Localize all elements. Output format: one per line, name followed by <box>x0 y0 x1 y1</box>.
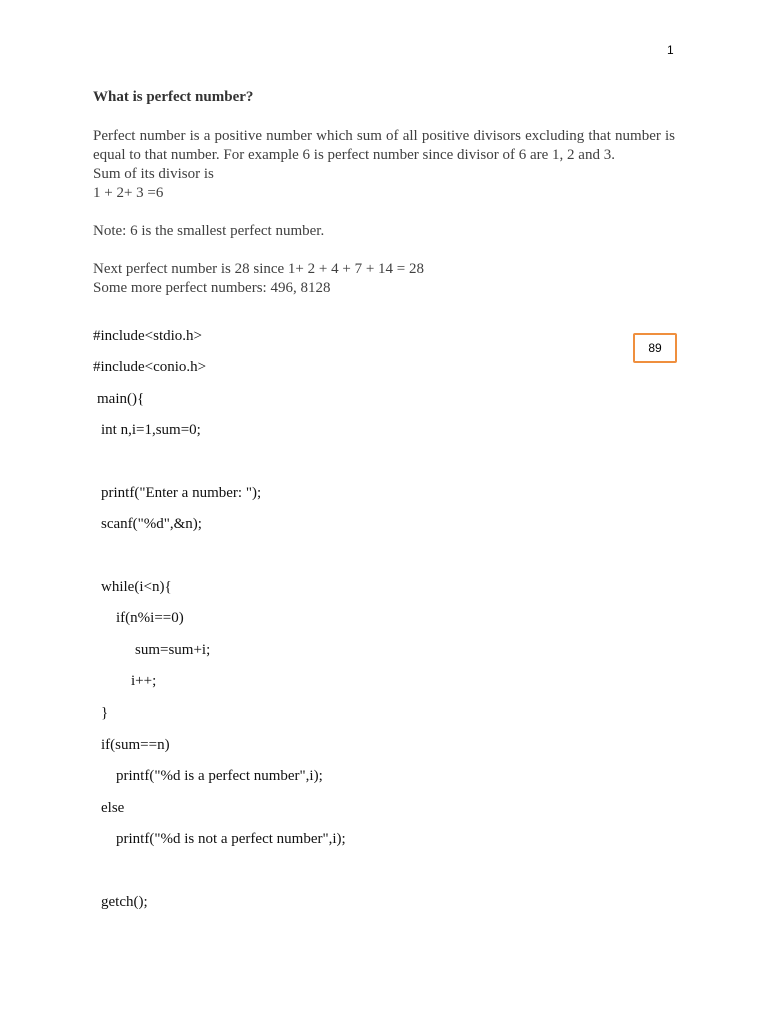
code-line-getch: getch(); <box>101 894 148 910</box>
score-badge: 89 <box>633 333 677 363</box>
page-number: 1 <box>667 43 674 57</box>
code-line-while: while(i<n){ <box>101 579 172 595</box>
page-heading: What is perfect number? <box>93 89 254 105</box>
code-line-if-divisor: if(n%i==0) <box>116 610 184 626</box>
code-line-scanf: scanf("%d",&n); <box>101 516 202 532</box>
code-line-sum: sum=sum+i; <box>135 642 211 658</box>
code-line-printf-perfect: printf("%d is a perfect number",i); <box>116 768 323 784</box>
code-line-increment: i++; <box>131 673 157 689</box>
sum-intro-text: Sum of its divisor is <box>93 166 214 182</box>
definition-paragraph: Perfect number is a positive number which sum of all positive divisors excluding that number is equal to that number. For example 6 is perfect number since divisor of 6 are 1, 2 and 3. <box>93 128 675 163</box>
code-line-include-conio: #include<conio.h> <box>93 359 207 375</box>
more-perfect-text: Some more perfect numbers: 496, 8128 <box>93 280 331 296</box>
note-text: Note: 6 is the smallest perfect number. <box>93 223 325 239</box>
code-line-declarations: int n,i=1,sum=0; <box>101 422 201 438</box>
code-line-printf-not-perfect: printf("%d is not a perfect number",i); <box>116 831 346 847</box>
code-line-include-stdio: #include<stdio.h> <box>93 328 202 344</box>
code-line-if-sum: if(sum==n) <box>101 737 170 753</box>
code-line-printf-prompt: printf("Enter a number: "); <box>101 485 262 501</box>
code-line-else: else <box>101 800 125 816</box>
sum-expression-text: 1 + 2+ 3 =6 <box>93 185 164 201</box>
code-line-close-brace: } <box>101 705 109 721</box>
next-perfect-text: Next perfect number is 28 since 1+ 2 + 4 + 7 + 14 = 28 <box>93 261 424 277</box>
code-line-main: main(){ <box>97 391 145 407</box>
